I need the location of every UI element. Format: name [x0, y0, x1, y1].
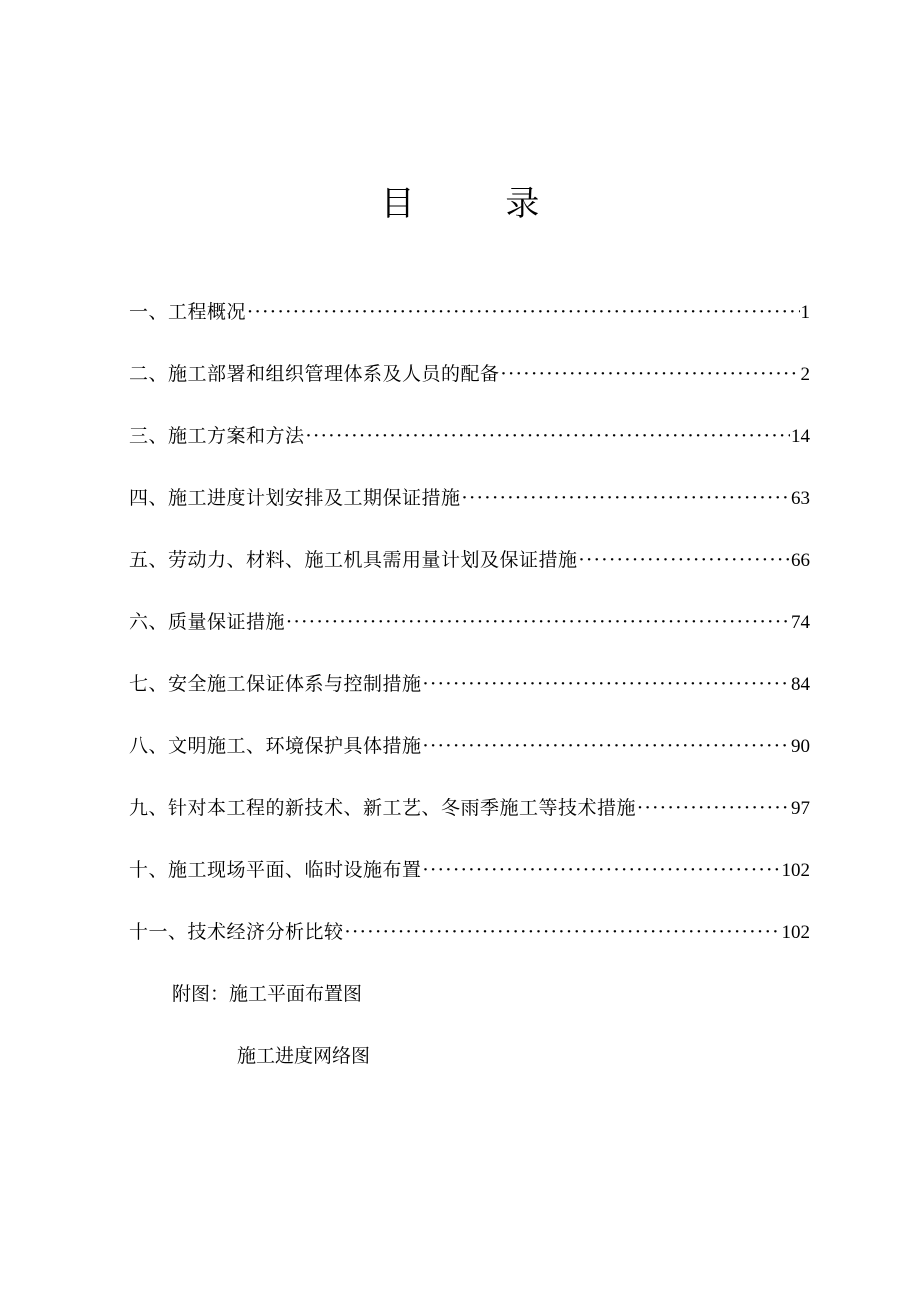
toc-entry-label: 九、针对本工程的新技术、新工艺、冬雨季施工等技术措施	[129, 797, 637, 819]
toc-entry-page: 90	[791, 736, 810, 757]
toc-entry[interactable]	[129, 788, 810, 850]
toc-entry-label: 十一、技术经济分析比较	[129, 921, 344, 943]
toc-leader-dots	[286, 602, 790, 642]
appendix-site-layout-plan: 附图：施工平面布置图	[172, 983, 363, 1005]
toc-leader-dots	[501, 354, 800, 394]
toc-entry-label: 一、工程概况	[129, 301, 247, 323]
toc-entry-label: 五、劳动力、材料、施工机具需用量计划及保证措施	[129, 549, 578, 571]
toc-entry[interactable]	[129, 354, 810, 416]
appendix-schedule-network-diagram: 施工进度网络图	[237, 1045, 371, 1067]
toc-entry-page: 84	[791, 674, 810, 695]
toc-entry[interactable]	[129, 664, 810, 726]
toc-leader-dots	[423, 664, 790, 704]
toc-leader-dots	[423, 726, 790, 766]
toc-entry-page: 102	[781, 860, 810, 881]
toc-entry-label: 七、安全施工保证体系与控制措施	[129, 673, 422, 695]
toc-entry-page: 102	[781, 922, 810, 943]
toc-leader-dots	[579, 540, 790, 580]
toc-entry-label: 十、施工现场平面、临时设施布置	[129, 859, 422, 881]
toc-entry[interactable]	[129, 726, 810, 788]
toc-entry[interactable]	[129, 850, 810, 912]
toc-leader-dots	[306, 416, 790, 456]
toc-entry[interactable]	[129, 912, 810, 974]
toc-entry[interactable]	[129, 478, 810, 540]
toc-leader-dots	[345, 912, 781, 952]
toc-entry-page: 74	[791, 612, 810, 633]
toc-entry-page: 66	[791, 550, 810, 571]
toc-leader-dots	[247, 292, 799, 332]
toc-entry-label: 六、质量保证措施	[129, 611, 286, 633]
toc-entry[interactable]	[129, 416, 810, 478]
toc-entry-label: 四、施工进度计划安排及工期保证措施	[129, 487, 461, 509]
toc-entry[interactable]	[129, 292, 810, 354]
toc-entry[interactable]	[129, 540, 810, 602]
toc-leader-dots	[423, 850, 781, 890]
toc-entry-page: 14	[791, 426, 810, 447]
toc-entry-page: 2	[800, 364, 810, 385]
toc-leader-dots	[462, 478, 790, 518]
toc-entry-label: 二、施工部署和组织管理体系及人员的配备	[129, 363, 500, 385]
toc-leader-dots	[637, 788, 790, 828]
toc-entry-page: 97	[791, 798, 810, 819]
toc-entry-page: 1	[800, 302, 810, 323]
toc-entry-page: 63	[791, 488, 810, 509]
page-title: 目 录	[380, 184, 580, 224]
toc-entry[interactable]	[129, 602, 810, 664]
toc-entry-label: 三、施工方案和方法	[129, 425, 305, 447]
toc-entry-label: 八、文明施工、环境保护具体措施	[129, 735, 422, 757]
table-of-contents	[129, 292, 810, 974]
